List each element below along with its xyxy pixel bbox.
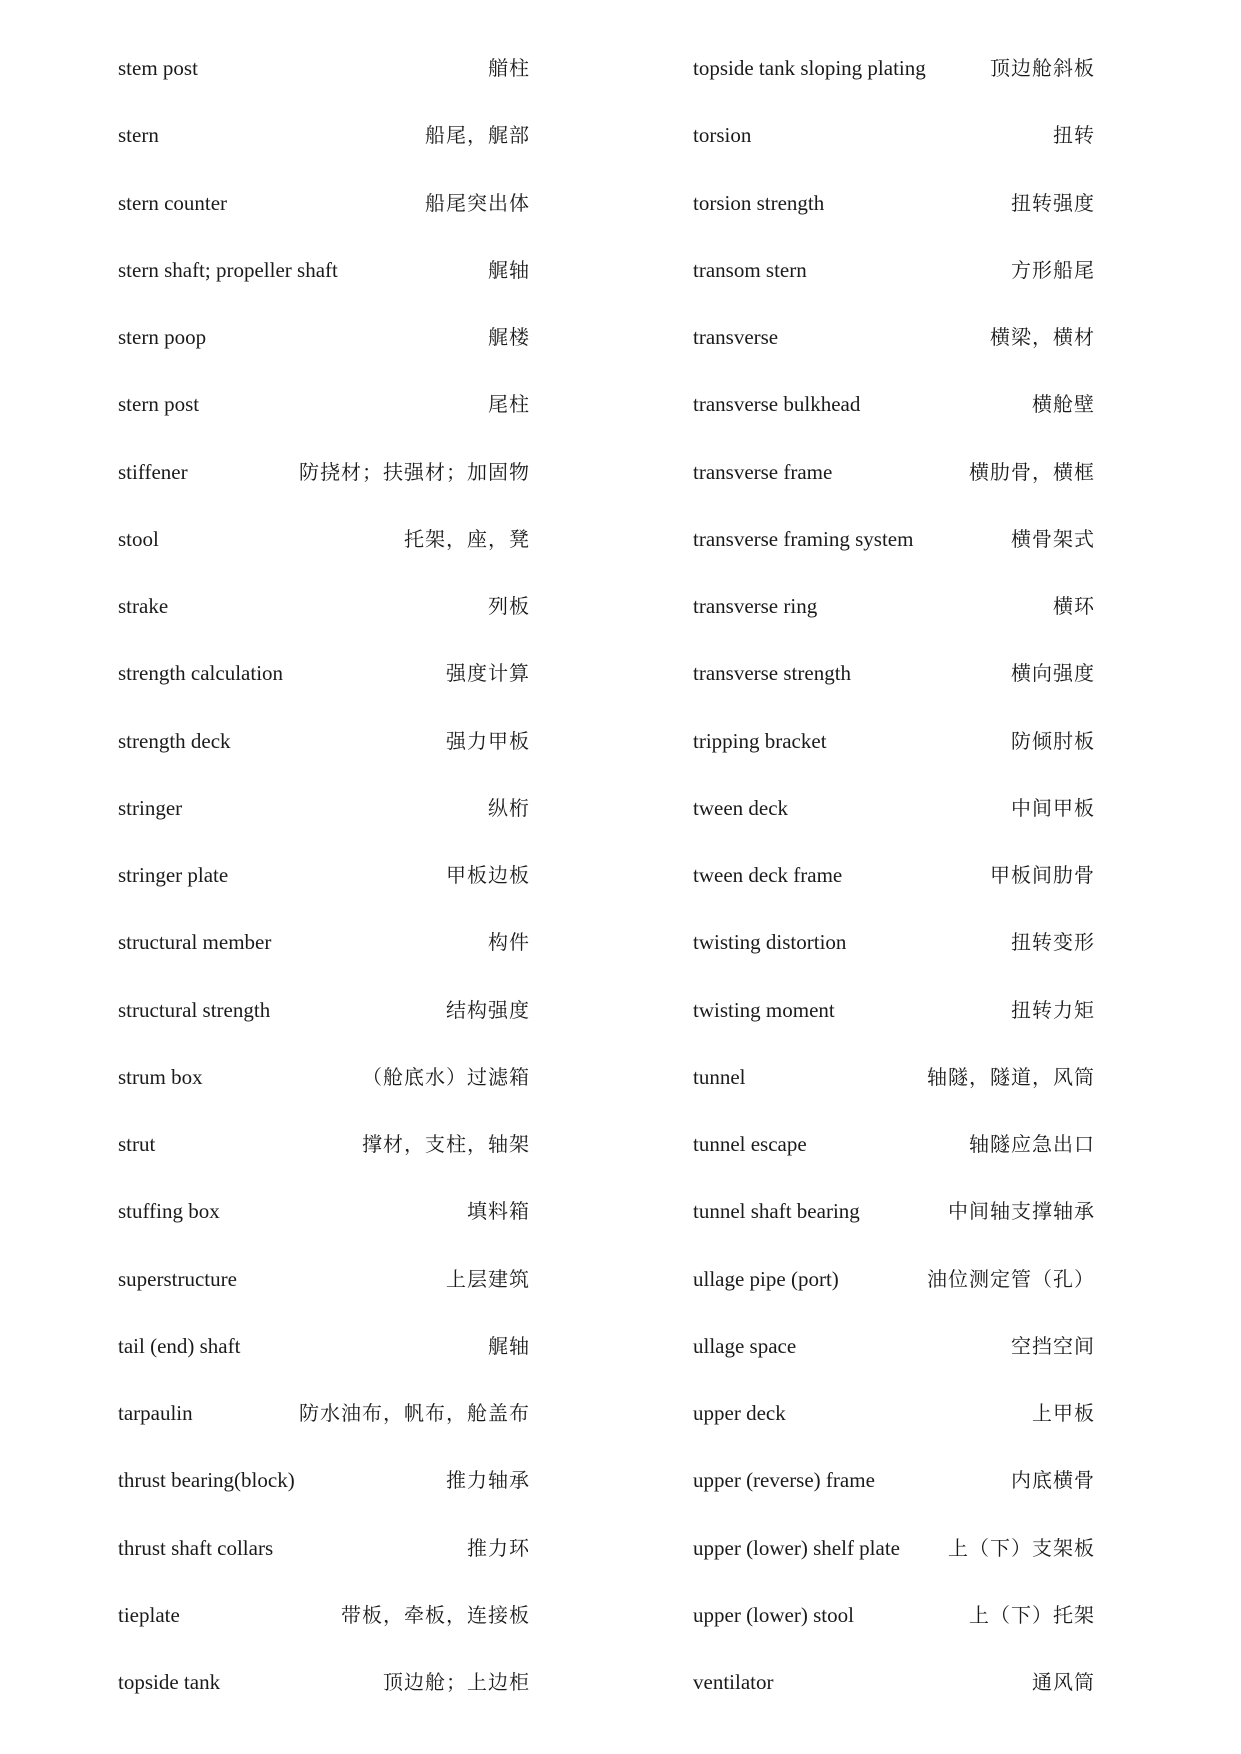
english-term: stuffing box: [118, 1199, 220, 1224]
glossary-entry: [118, 653, 538, 720]
glossary-entry: [118, 1460, 538, 1527]
chinese-translation: 防挠材；扶强材；加固物: [299, 459, 530, 484]
glossary-entry: [118, 317, 538, 384]
english-term: tunnel escape: [693, 1132, 807, 1156]
english-term: thrust shaft collars: [118, 1535, 274, 1560]
english-term: strength calculation: [118, 661, 284, 686]
chinese-translation: 列板: [488, 594, 530, 618]
english-term: ullage space: [693, 1333, 797, 1358]
english-term: tarpaulin: [118, 1401, 193, 1425]
glossary-entry: [118, 1326, 538, 1393]
english-term: tripping bracket: [693, 728, 827, 753]
english-term: upper (lower) shelf plate: [693, 1535, 900, 1560]
english-term: structural member: [118, 930, 272, 955]
english-term: stern: [118, 123, 159, 148]
chinese-translation: 推力轴承: [446, 1468, 530, 1493]
english-term: stool: [118, 526, 159, 551]
chinese-translation: 上（下）托架: [969, 1602, 1095, 1627]
english-term: tunnel shaft bearing: [693, 1199, 860, 1224]
chinese-translation: 结构强度: [446, 997, 530, 1022]
glossary-entry: [118, 855, 538, 922]
english-term: strum box: [118, 1064, 203, 1089]
chinese-translation: （舱底水）过滤箱: [362, 1064, 530, 1089]
chinese-translation: 船尾突出体: [425, 190, 530, 215]
glossary-entry: [693, 721, 1113, 788]
glossary-entry: [693, 519, 1113, 586]
glossary-entry: [693, 1595, 1113, 1662]
glossary-entry: [118, 721, 538, 788]
glossary-entry: [693, 653, 1113, 720]
glossary-entry: [118, 1595, 538, 1662]
english-term: topside tank: [118, 1670, 221, 1694]
chinese-translation: 油位测定管（孔）: [927, 1266, 1095, 1291]
chinese-translation: 顶边舱；上边柜: [383, 1670, 530, 1694]
glossary-entry: [118, 1124, 538, 1191]
glossary-entry: [693, 250, 1113, 317]
english-term: stern counter: [118, 190, 228, 215]
english-term: stern poop: [118, 325, 207, 349]
english-term: transverse ring: [693, 594, 818, 618]
chinese-translation: 托架，座，凳: [404, 526, 530, 551]
glossary-entry: [693, 384, 1113, 451]
chinese-translation: 横肋骨，横框: [969, 459, 1095, 484]
chinese-translation: 中间甲板: [1011, 795, 1095, 820]
chinese-translation: 扭转力矩: [1011, 997, 1095, 1022]
glossary-entry: [693, 922, 1113, 989]
english-term: transverse bulkhead: [693, 392, 861, 417]
glossary-entry: [118, 384, 538, 451]
glossary-entry: [693, 452, 1113, 519]
glossary-column-left: [118, 48, 538, 1729]
glossary-entry: [118, 586, 538, 653]
english-term: twisting distortion: [693, 930, 847, 955]
english-term: stringer plate: [118, 863, 229, 887]
chinese-translation: 横舱壁: [1032, 392, 1095, 417]
chinese-translation: 横梁，横材: [990, 325, 1095, 349]
chinese-translation: 艏柱: [488, 56, 530, 80]
glossary-entry: [118, 1662, 538, 1729]
english-term: topside tank sloping plating: [693, 56, 926, 80]
chinese-translation: 带板，牵板，连接板: [341, 1602, 530, 1627]
english-term: ullage pipe (port): [693, 1266, 839, 1291]
glossary-entry: [118, 452, 538, 519]
chinese-translation: 内底横骨: [1011, 1468, 1095, 1493]
english-term: ventilator: [693, 1670, 774, 1694]
chinese-translation: 撑材，支柱，轴架: [362, 1132, 530, 1156]
english-term: tween deck frame: [693, 863, 843, 887]
glossary-entry: [693, 1057, 1113, 1124]
chinese-translation: 扭转强度: [1011, 190, 1095, 215]
english-term: tween deck: [693, 795, 789, 820]
english-term: transverse framing system: [693, 526, 914, 551]
english-term: tieplate: [118, 1602, 180, 1627]
glossary-entry: [118, 1528, 538, 1595]
chinese-translation: 甲板间肋骨: [990, 863, 1095, 887]
english-term: transverse strength: [693, 661, 852, 686]
glossary-entry: [693, 1259, 1113, 1326]
english-term: tunnel: [693, 1064, 746, 1089]
glossary-entry: [693, 1528, 1113, 1595]
chinese-translation: 轴隧，隧道，风筒: [927, 1064, 1095, 1089]
glossary-entry: [693, 115, 1113, 182]
glossary-entry: [118, 48, 538, 115]
glossary-entry: [693, 1460, 1113, 1527]
english-term: transverse: [693, 325, 779, 349]
chinese-translation: 空挡空间: [1011, 1333, 1095, 1358]
glossary-entry: [118, 115, 538, 182]
english-term: tail (end) shaft: [118, 1333, 241, 1358]
english-term: transverse frame: [693, 459, 833, 484]
glossary-entry: [693, 788, 1113, 855]
chinese-translation: 横向强度: [1011, 661, 1095, 686]
english-term: strength deck: [118, 728, 231, 753]
english-term: stringer: [118, 795, 183, 820]
english-term: stern shaft; propeller shaft: [118, 257, 338, 282]
glossary-entry: [118, 922, 538, 989]
english-term: thrust bearing(block): [118, 1468, 295, 1493]
chinese-translation: 中间轴支撑轴承: [948, 1199, 1095, 1224]
chinese-translation: 通风筒: [1032, 1670, 1095, 1694]
glossary-entry: [693, 183, 1113, 250]
chinese-translation: 艉轴: [488, 1333, 530, 1358]
chinese-translation: 强度计算: [446, 661, 530, 686]
glossary-entry: [693, 586, 1113, 653]
chinese-translation: 艉轴: [488, 257, 530, 282]
english-term: stern post: [118, 392, 200, 417]
glossary-entry: [693, 1191, 1113, 1258]
glossary-entry: [118, 990, 538, 1057]
english-term: twisting moment: [693, 997, 835, 1022]
glossary-entry: [693, 317, 1113, 384]
english-term: upper deck: [693, 1401, 786, 1425]
english-term: superstructure: [118, 1266, 237, 1291]
glossary-entry: [118, 788, 538, 855]
glossary-entry: [118, 183, 538, 250]
chinese-translation: 强力甲板: [446, 728, 530, 753]
chinese-translation: 横骨架式: [1011, 526, 1095, 551]
english-term: stiffener: [118, 459, 188, 484]
chinese-translation: 构件: [488, 930, 530, 955]
glossary-entry: [693, 990, 1113, 1057]
glossary-entry: [693, 48, 1113, 115]
chinese-translation: 防倾肘板: [1011, 728, 1095, 753]
glossary-column-right: [693, 48, 1113, 1729]
glossary-entry: [118, 1057, 538, 1124]
chinese-translation: 轴隧应急出口: [969, 1132, 1095, 1156]
english-term: torsion strength: [693, 190, 825, 215]
chinese-translation: 方形船尾: [1011, 257, 1095, 282]
english-term: torsion: [693, 123, 752, 148]
english-term: upper (reverse) frame: [693, 1468, 875, 1493]
english-term: upper (lower) stool: [693, 1602, 854, 1627]
chinese-translation: 纵桁: [488, 795, 530, 820]
glossary-entry: [693, 855, 1113, 922]
chinese-translation: 尾柱: [488, 392, 530, 417]
chinese-translation: 艉楼: [488, 325, 530, 349]
chinese-translation: 填料箱: [467, 1199, 530, 1224]
glossary-entry: [693, 1662, 1113, 1729]
english-term: strut: [118, 1132, 156, 1156]
english-term: stem post: [118, 56, 198, 80]
glossary-entry: [118, 1191, 538, 1258]
glossary-entry: [118, 519, 538, 586]
english-term: transom stern: [693, 257, 807, 282]
chinese-translation: 扭转: [1053, 123, 1095, 148]
glossary-entry: [118, 1393, 538, 1460]
chinese-translation: 甲板边板: [446, 863, 530, 887]
glossary-entry: [693, 1393, 1113, 1460]
chinese-translation: 横环: [1053, 594, 1095, 618]
english-term: structural strength: [118, 997, 271, 1022]
chinese-translation: 扭转变形: [1011, 930, 1095, 955]
chinese-translation: 上甲板: [1032, 1401, 1095, 1425]
chinese-translation: 上层建筑: [446, 1266, 530, 1291]
glossary-entry: [118, 250, 538, 317]
chinese-translation: 顶边舱斜板: [990, 56, 1095, 80]
chinese-translation: 船尾，艉部: [425, 123, 530, 148]
chinese-translation: 上（下）支架板: [948, 1535, 1095, 1560]
glossary-entry: [118, 1259, 538, 1326]
english-term: strake: [118, 594, 169, 618]
chinese-translation: 防水油布，帆布，舱盖布: [299, 1401, 530, 1425]
glossary-entry: [693, 1326, 1113, 1393]
glossary-entry: [693, 1124, 1113, 1191]
chinese-translation: 推力环: [467, 1535, 530, 1560]
